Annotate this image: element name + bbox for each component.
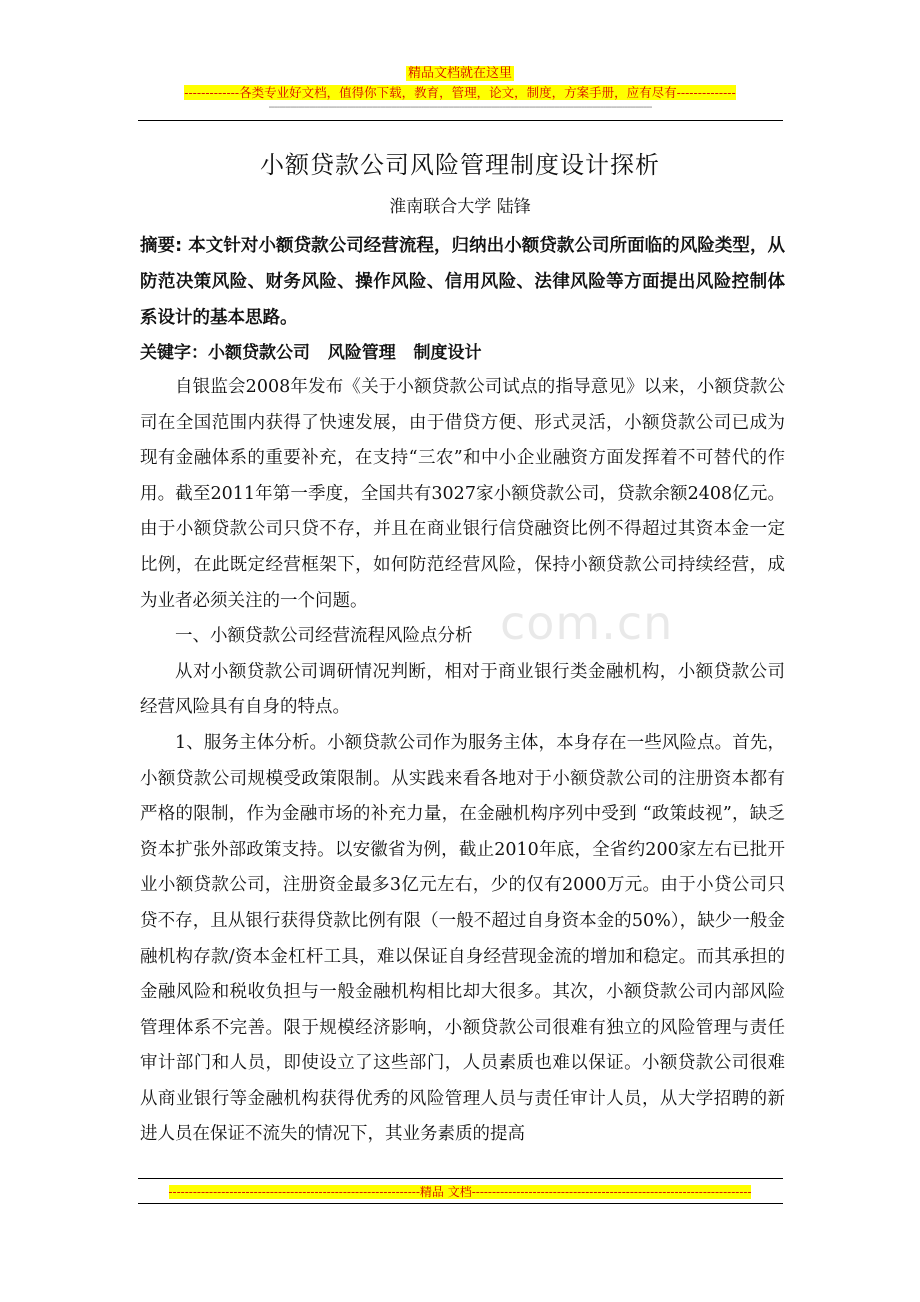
section-heading: 一、小额贷款公司经营流程风险点分析 xyxy=(175,626,473,647)
document-author: 淮南联合大学 陆锋 xyxy=(389,197,531,217)
paragraph: 1、服务主体分析。小额贷款公司作为服务主体，本身存在一些风险点。首先，小额贷款公司规模受政策限制。从实践来看各地对于小额贷款公司的注册资本都有严格的限制，作为金融市场的补充力量，在金融机构序列中受到 “政策歧视”，缺乏资本扩张外部政策支持。以安徽省为例，截止2010年底，全省约200家左右已批开业小额贷款公司，注册资金最多3亿元左右，少的仅有2000万元。由于小贷公司只贷不存，且从银行获得贷款比例有限（一般不超过自身资本金的50%），缺少一般金融机构存款/资本金杠杆工具，难以保证自身经营现金流的增加和稳定。而其承担的金融风险和税收负担与一般金融机构相比却大很多。其次，小额贷款公司内部风险管理体系不完善。限于规模经济影响，小额贷款公司很难有独立的风险管理与责任审计部门和人员，即使设立了这些部门，人员素质也难以保证。小额贷款公司很难从商业银行等金融机构获得优秀的风险管理人员与责任审计人员，从大学招聘的新进人员在保证不流失的情况下，其业务素质的提高 xyxy=(140,732,785,1145)
footer-rule xyxy=(138,1178,783,1179)
footer-banner: --------------------------------------------------------------精品 文档--------------------------------------------------------------------- xyxy=(168,1185,752,1199)
header-banner: 精品文档就在这里 xyxy=(407,66,512,81)
paragraph: 从对小额贷款公司调研情况判断，相对于商业银行类金融机构，小额贷款公司经营风险具有自身的特点。 xyxy=(140,661,785,718)
header-subline: -------------各类专业好文档，值得你下载，教育，管理，论文，制度，方案手册，应有尽有-------------- xyxy=(184,85,736,100)
body-text xyxy=(140,370,785,1153)
watermark: com.cn xyxy=(500,596,674,650)
paragraph: 自银监会2008年发布《关于小额贷款公司试点的指导意见》以来，小额贷款公司在全国范围内获得了快速发展，由于借贷方便、形式灵活，小额贷款公司已成为现有金融体系的重要补充，在支持“三农”和中小企业融资方面发挥着不可替代的作用。截至2011年第一季度，全国共有3027家小额贷款公司，贷款余额2408亿元。由于小额贷款公司只贷不存，并且在商业银行信贷融资比例不得超过其资本金一定比例，在此既定经营框架下，如何防范经营风险，保持小额贷款公司持续经营，成为业者必须关注的一个问题。 xyxy=(140,377,785,611)
abstract: 摘要: 本文针对小额贷款公司经营流程，归纳出小额贷款公司所面临的风险类型，从防范决策风险、财务风险、操作风险、信用风险、法律风险等方面提出风险控制体系设计的基本思路。 xyxy=(140,236,785,328)
document-title: 小额贷款公司风险管理制度设计探析 xyxy=(260,151,660,179)
header-rule xyxy=(138,120,783,121)
header-dash-line: --------------------------------------------------------------------------------------------------------------------------------------------- xyxy=(268,101,652,113)
keywords: 关键字：小额贷款公司 风险管理 制度设计 xyxy=(140,343,482,363)
footer-bottom-rule xyxy=(138,1203,783,1204)
